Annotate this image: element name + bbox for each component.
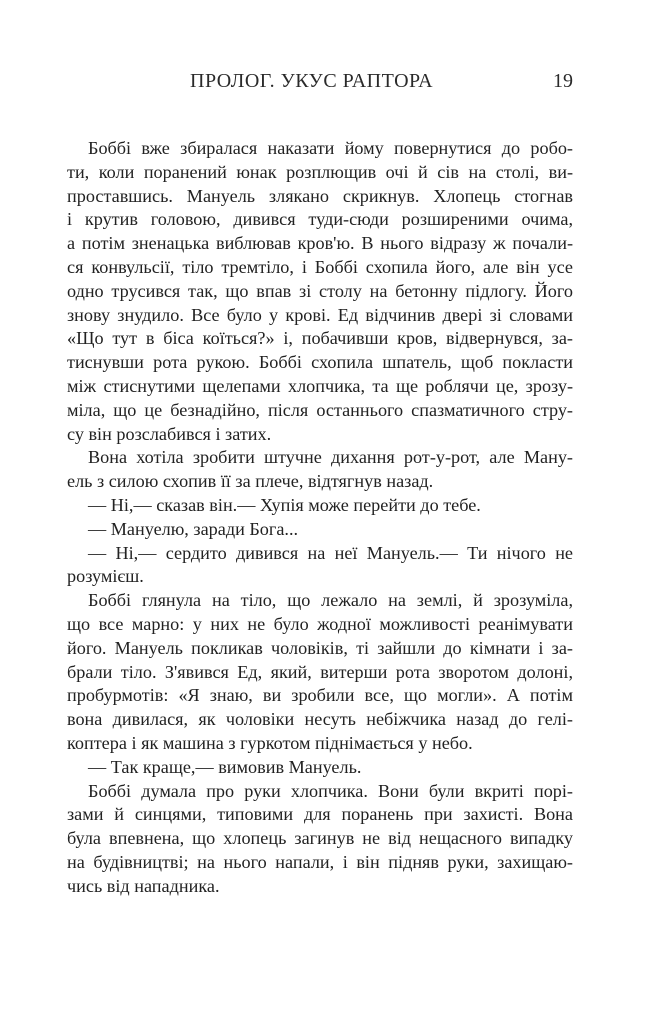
text-line: чись від нападника. (67, 875, 220, 896)
text-line: розумієш. (67, 566, 144, 587)
text-line: — Ні,— сердито дивився на неї Мануель.— Ти нічого не (88, 542, 573, 563)
text-line: міла, що це безнадійно, після останнього спазматичного стру- (67, 399, 573, 420)
page-header (190, 70, 573, 100)
text-line: тиснувши рота рукою. Боббі схопила шпатель, щоб покласти (67, 352, 573, 373)
text-line: Вона хотіла зробити штучне дихання рот-у-рот, але Ману- (88, 447, 573, 468)
text-line: між стиснутими щелепами хлопчика, та ще роблячи це, зрозу- (67, 375, 573, 396)
text-line: ся конвульсії, тіло тремтіло, і Боббі схопила його, але він усе (67, 256, 573, 277)
text-line: Боббі вже збиралася наказати йому повернутися до робо- (88, 138, 573, 158)
text-line: Боббі глянула на тіло, що лежало на землі, й зрозуміла, (88, 590, 573, 611)
text-line: що все марно: у них не було жодної можливості реанімувати (67, 613, 573, 634)
running-title: ПРОЛОГ. УКУС РАПТОРА (190, 70, 434, 92)
text-line: зами й синцями, типовими для поранень при захисті. Вона (67, 804, 573, 825)
text-line: проставшись. Мануель злякано скрикнув. Хлопець стогнав (67, 185, 573, 206)
text-line: ти, коли поранений юнак розплющив очі й сів на столі, ви- (67, 161, 573, 182)
text-line: знову знудило. Все було у крові. Ед відчинив двері зі словами (67, 304, 573, 325)
text-line: «Що тут в біса коїться?» і, побачивши кров, відвернувся, за- (67, 328, 573, 349)
text-line: ель з силою схопив її за плече, відтягнув назад. (67, 471, 434, 492)
text-line: — Ні,— сказав він.— Хупія може перейти до тебе. (88, 494, 481, 515)
text-line: на будівництві; на нього напали, і він підняв руки, захищаю- (67, 851, 573, 872)
text-line: брали тіло. З'явився Ед, який, витерши рота зворотом долоні, (67, 661, 573, 682)
text-line: і крутив головою, дивився туди-сюди розширеними очима, (67, 209, 573, 230)
text-line: була впевнена, що хлопець загинув не від нещасного випадку (67, 828, 573, 849)
text-line: а потім зненацька виблював кров'ю. В нього відразу ж почали- (67, 233, 573, 254)
text-line: його. Мануель покликав чоловіків, ті зайшли до кімнати і за- (67, 637, 573, 658)
page-number: 19 (553, 70, 573, 92)
text-line: су він розслабився і затих. (67, 423, 272, 444)
text-line: — Мануелю, заради Бога... (88, 518, 299, 539)
text-line: вона дивилася, як чоловіки несуть небіжчика назад до гелі- (67, 709, 573, 730)
text-line: Боббі думала про руки хлопчика. Вони були вкриті порі- (88, 780, 573, 801)
body-text (67, 137, 573, 899)
text-line: — Так краще,— вимовив Мануель. (88, 756, 362, 777)
text-line: пробурмотів: «Я знаю, ви зробили все, що могли». А потім (67, 685, 573, 706)
text-line: коптера і як машина з гуркотом піднімається у небо. (67, 732, 473, 753)
text-line: одно трусився так, що впав зі столу на бетонну підлогу. Його (67, 280, 573, 301)
